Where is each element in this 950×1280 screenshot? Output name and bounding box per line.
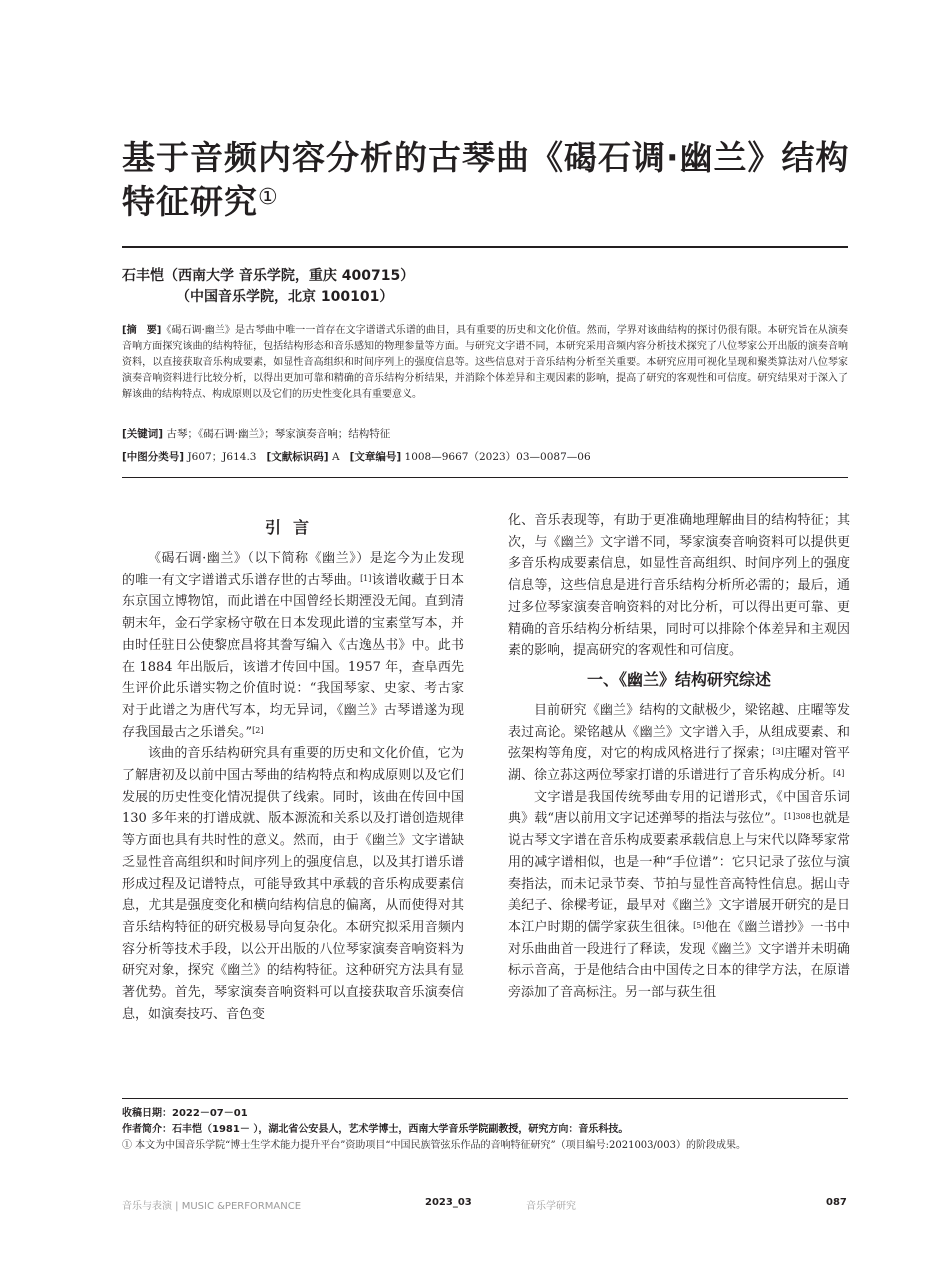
running-journal-name: 音乐与表演 | MUSIC &PERFORMANCE (122, 1201, 302, 1212)
body-paragraph: 化、音乐表现等，有助于更准确地理解曲目的结构特征；其次，与《幽兰》文字谱不同，琴家演奏音响资料可以提供更多音乐构成要素信息，如显性音高组织、时间序列上的强度信息等，这些信息是进行音乐结构分析所必需的；最后，通过多位琴家演奏音响资料的对比分析，可以得出更可靠、更精确的音乐结构分析结果，同时可以排除个体差异和主观因素的影响，提高研究的客观性和可信度。 (508, 513, 850, 659)
body-paragraph: 文字谱是我国传统琴曲专用的记谱形式，《中国音乐词典》载“唐以前用文字记述弹琴的指法与弦位”。$^{[1]308}$也就是说古琴文字谱在音乐构成要素承载信息上与宋代以降琴家常用的减字谱相似，也是一种“手位谱”：它只记录了弦位与演奏指法，而未记录节奏、节拍与显性音高特性信息。据山寺美纪子、徐樑考证，最早对《幽兰》文字谱展开研究的是日本江户时期的儒学家荻生徂徕。[5]他在《幽兰谱抄》一书中对乐曲曲首一段进行了释读，发现《幽兰》文字谱并未明确标示音高，于是他结合由中国传之日本的律学方法，在原谱旁添加了音高标注。另一部与荻生徂 (508, 789, 850, 1001)
section-heading-introduction: 引言 (264, 518, 321, 537)
classification-line (122, 449, 848, 465)
body-column-left (122, 510, 464, 1025)
keywords-text: 古琴；《碣石调·幽兰》；琴家演奏音响；结构特征 (166, 428, 391, 440)
running-issue: 2023_03 (425, 1197, 472, 1208)
article-number-label: [文章编号] (349, 451, 402, 463)
body-paragraph: 《碣石调·幽兰》（以下简称《幽兰》）是迄今为止发现的唯一有文字谱谱式乐谱存世的古琴曲。[1]该谱收藏于日本东京国立博物馆，而此谱在中国曾经长期湮没无闻。直到清朝末年，金石学家杨守敬在日本发现此谱的宝素堂写本，并由时任驻日公使黎庶昌将其誊写编入《古逸丛书》中。此书在 1884 年出版后，该谱才传回中国。1957 年，查阜西先生评价此乐谱实物之价值时说：“我国琴家、史家、考古家对于此谱之为唐代写本，均无异词，《幽兰》古琴谱遂为现存我国最古之乐谱矣。”[2] (122, 551, 464, 740)
abstract-text: 《碣石调·幽兰》是古琴曲中唯一一首存在文字谱谱式乐谱的曲目，具有重要的历史和文化价值。然而，学界对该曲结构的探讨仍很有限。本研究旨在从演奏音响方面探究该曲的结构特征，包括结构形态和音乐感知的物理参量等方面。与研究文字谱不同，本研究采用音频内容分析技术探究了八位琴家公开出版的演奏音响资料，以直接获取音乐构成要素，如显性音高组织和时间序列上的强度信息等。这些信息对于音乐结构分析至关重要。本研究应用可视化呈现和聚类算法对八位琴家演奏音响资料进行比较分析，以得出更加可靠和精确的音乐结构分析结果，并消除个体差异和主观因素的影响，提高了研究的客观性和可信度。研究结果对于深入了解该曲的结构特点、构成原则以及它们的历史性变化具有重要意义。 (122, 325, 848, 400)
article-number-value: 1008—9667（2023）03—0087—06 (404, 451, 591, 463)
running-column-name: 音乐学研究 (526, 1201, 576, 1212)
footnote-rule (122, 1098, 848, 1099)
abstract-rule (122, 477, 848, 478)
citation-ref[interactable]: [2] (252, 725, 264, 735)
keywords (122, 426, 848, 442)
clc-value: J607；J614.3 (187, 451, 257, 463)
received-date: 收稿日期：2022－07－01 (122, 1108, 248, 1119)
title-rule (122, 246, 848, 248)
citation-ref[interactable]: [5] (693, 920, 705, 930)
doc-code-value: A (331, 451, 340, 463)
author-line-2: （中国音乐学院，北京 100101） (176, 289, 394, 305)
section-heading-1: 一、《幽兰》结构研究综述 (586, 669, 771, 689)
paper-title (122, 136, 862, 224)
citation-ref[interactable]: [4] (833, 769, 845, 779)
doc-code-label: [文献标识码] (266, 451, 329, 463)
fund-note: ① 本文为中国音乐学院“博士生学术能力提升平台”资助项目“中国民族管弦乐作品的音响特征研究”（项目编号:2021003/003）的阶段成果。 (122, 1140, 746, 1151)
footnotes (122, 1106, 848, 1154)
author-bio: 作者简介：石丰恺（1981－ ），湖北省公安县人，艺术学博士，西南大学音乐学院副教授，研究方向：音乐科技。 (122, 1124, 629, 1135)
title-text: 基于音频内容分析的古琴曲《碣石调·幽兰》结构特征研究 (122, 138, 850, 221)
abstract-label: [摘 要] (122, 325, 162, 336)
author-line-1: 石丰恺（西南大学 音乐学院，重庆 400715） (122, 268, 415, 284)
citation-ref[interactable]: [3] (772, 747, 784, 757)
clc-label: [中图分类号] (122, 451, 185, 463)
title-note-mark[interactable]: ① (258, 185, 279, 210)
abstract (122, 323, 848, 403)
keywords-label: [关键词] (122, 428, 164, 440)
body-paragraph: 该曲的音乐结构研究具有重要的历史和文化价值，它为了解唐初及以前中国古琴曲的结构特点和构成原则以及它们发展的历史性变化情况提供了线索。同时，该曲在传回中国 130 多年来的打谱成就、版本源流和关系以及打谱创造规律等方面也具有共时性的意义。然而，由于《幽兰》文字谱缺乏显性音高组织和时间序列上的强度信息，以及其打谱乐谱形成过程及记谱特点，可能导致其中承载的音乐构成要素信息，尤其是强度变化和横向结构信息的偏离，从而使得对其音乐结构特征的研究极易导向复杂化。本研究拟采用音频内容分析等技术手段，以公开出版的八位琴家演奏音响资料为研究对象，探究《幽兰》的结构特征。这种研究方法具有显著优势。首先，琴家演奏音响资料可以直接获取音乐演奏信息，如演奏技巧、音色变 (122, 746, 464, 1022)
citation-ref[interactable]: [1] (360, 573, 372, 583)
page-number: 087 (826, 1197, 847, 1208)
author-block (122, 266, 414, 308)
citation-ref[interactable]: [1]308 (784, 812, 811, 822)
body-column-right (508, 510, 850, 1004)
body-paragraph: 目前研究《幽兰》结构的文献极少，梁铭越、庄曜等发表过高论。梁铭越从《幽兰》文字谱入手，从组成要素、和弦架构等角度，对它的构成风格进行了探索；[3]庄曜对管平湖、徐立荪这两位琴家打谱的乐谱进行了音乐构成分析。[4] (508, 702, 850, 784)
